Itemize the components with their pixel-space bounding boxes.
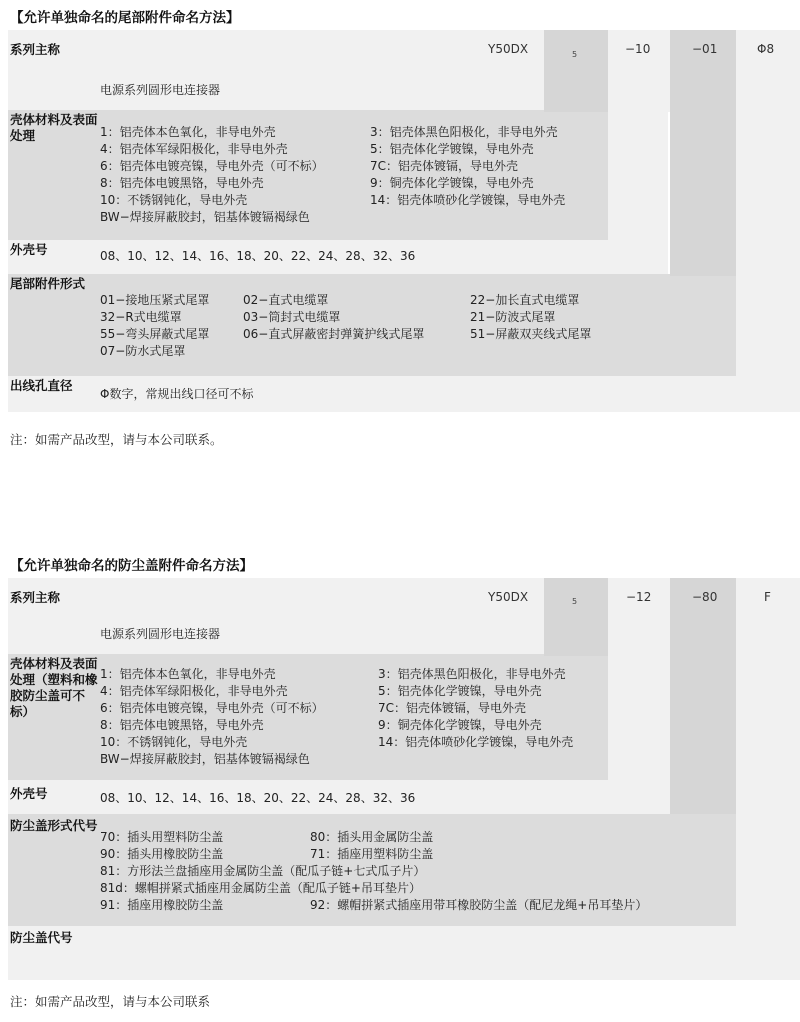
cap-item: 70：插头用塑料防尘盖 xyxy=(100,830,224,844)
section1-note: 注：如需产品改型，请与本公司联系。 xyxy=(10,432,223,447)
material-item: 8：铝壳体电镀黑铬，导电外壳 xyxy=(100,176,264,190)
material-item: 4：铝壳体军绿阳极化，非导电外壳 xyxy=(100,684,288,698)
tail-item: 21−防波式尾罩 xyxy=(470,310,556,324)
material-item: 4：铝壳体军绿阳极化，非导电外壳 xyxy=(100,142,288,156)
type-code: −01 xyxy=(692,42,718,56)
type-code: −80 xyxy=(692,590,718,604)
series-code: Y50DX xyxy=(488,590,529,604)
label-shell: 外壳号 xyxy=(10,786,48,801)
tail-item: 01−接地压紧式尾罩 xyxy=(100,293,210,307)
section2-note: 注：如需产品改型，请与本公司联系 xyxy=(10,994,211,1009)
cap-item: 92：螺帽拼紧式插座用带耳橡胶防尘盖（配尼龙绳+吊耳垫片） xyxy=(310,898,648,912)
type-column-bg xyxy=(670,578,736,814)
series-desc: 电源系列圆形电连接器 xyxy=(100,83,221,97)
shell-code: −10 xyxy=(625,42,651,56)
sub-code: 5 xyxy=(572,50,578,59)
tail-item: 06−直式屏蔽密封弹簧护线式尾罩 xyxy=(243,327,425,341)
label-series: 系列主称 xyxy=(10,42,61,57)
material-item: 6：铝壳体电镀亮镍，导电外壳（可不标） xyxy=(100,159,324,173)
tail-item: 51−屏蔽双夹线式尾罩 xyxy=(470,327,592,341)
hole-desc: Φ数字，常规出线口径可不标 xyxy=(100,387,254,401)
material-item: 1：铝壳体本色氧化，非导电外壳 xyxy=(100,667,276,681)
material-item: 3：铝壳体黑色阳极化，非导电外壳 xyxy=(378,667,566,681)
series-desc: 电源系列圆形电连接器 xyxy=(100,627,221,641)
material-item: 14：铝壳体喷砂化学镀镍，导电外壳 xyxy=(378,735,574,749)
label-material: 壳体材料及表面处理（塑料和橡胶防尘盖可不标） xyxy=(10,656,98,719)
cap-code-row-bg xyxy=(8,926,800,980)
label-material: 壳体材料及表面处理 xyxy=(10,112,98,143)
material-item: BW−焊接屏蔽胶封，铝基体镀镉褐绿色 xyxy=(100,752,310,766)
cap-item: 71：插座用塑料防尘盖 xyxy=(310,847,434,861)
cap-item: 80：插头用金属防尘盖 xyxy=(310,830,434,844)
cap-item: 81d：螺帽拼紧式插座用金属防尘盖（配瓜子链+吊耳垫片） xyxy=(100,881,421,895)
shell-column-bg xyxy=(608,578,670,780)
material-item: 10：不锈钢钝化，导电外壳 xyxy=(100,735,248,749)
material-item: 1：铝壳体本色氧化，非导电外壳 xyxy=(100,125,276,139)
last-column-bg xyxy=(736,30,800,376)
shell-sizes: 08、10、12、14、16、18、20、22、24、28、32、36 xyxy=(100,791,416,805)
label-tail: 尾部附件形式 xyxy=(10,276,86,291)
last-column-bg xyxy=(736,578,800,926)
tail-item: 07−防水式尾罩 xyxy=(100,344,186,358)
label-cap-code: 防尘盖代号 xyxy=(10,930,73,945)
section1-title: 【允许单独命名的尾部附件命名方法】 xyxy=(10,10,240,26)
label-series: 系列主称 xyxy=(10,590,61,605)
label-shell: 外壳号 xyxy=(10,242,48,257)
tail-item: 22−加长直式电缆罩 xyxy=(470,293,580,307)
tail-item: 02−直式电缆罩 xyxy=(243,293,329,307)
material-item: 9：铜壳体化学镀镍，导电外壳 xyxy=(378,718,542,732)
sub-column-bg xyxy=(544,578,608,656)
section2-title: 【允许单独命名的防尘盖附件命名方法】 xyxy=(10,558,253,574)
tail-item: 03−筒封式电缆罩 xyxy=(243,310,341,324)
material-item: 5：铝壳体化学镀镍，导电外壳 xyxy=(378,684,542,698)
sub-column-bg xyxy=(544,30,608,112)
material-item: 3：铝壳体黑色阳极化，非导电外壳 xyxy=(370,125,558,139)
material-item: 7C：铝壳体镀镉，导电外壳 xyxy=(378,701,527,715)
shell-column-bg xyxy=(608,30,668,240)
last-code: F xyxy=(764,590,771,604)
material-item: 14：铝壳体喷砂化学镀镍，导电外壳 xyxy=(370,193,566,207)
material-item: BW−焊接屏蔽胶封，铝基体镀镉褐绿色 xyxy=(100,210,310,224)
sub-code: 5 xyxy=(572,597,578,606)
material-item: 6：铝壳体电镀亮镍，导电外壳（可不标） xyxy=(100,701,324,715)
tail-item: 32−R式电缆罩 xyxy=(100,310,182,324)
material-item: 8：铝壳体电镀黑铬，导电外壳 xyxy=(100,718,264,732)
series-code: Y50DX xyxy=(488,42,529,56)
shell-code: −12 xyxy=(626,590,652,604)
tail-item: 55−弯头屏蔽式尾罩 xyxy=(100,327,210,341)
material-item: 10：不锈钢钝化，导电外壳 xyxy=(100,193,248,207)
cap-item: 81：方形法兰盘插座用金属防尘盖（配瓜子链+七式瓜子片） xyxy=(100,864,426,878)
material-item: 5：铝壳体化学镀镍，导电外壳 xyxy=(370,142,534,156)
material-item: 9：铜壳体化学镀镍，导电外壳 xyxy=(370,176,534,190)
material-item: 7C：铝壳体镀镉，导电外壳 xyxy=(370,159,519,173)
label-hole: 出线孔直径 xyxy=(10,378,73,393)
cap-item: 91：插座用橡胶防尘盖 xyxy=(100,898,224,912)
type-column-bg xyxy=(670,30,736,276)
cap-item: 90：插头用橡胶防尘盖 xyxy=(100,847,224,861)
label-cap-type: 防尘盖形式代号 xyxy=(10,818,98,833)
shell-sizes: 08、10、12、14、16、18、20、22、24、28、32、36 xyxy=(100,249,416,263)
last-code: Φ8 xyxy=(757,42,775,56)
